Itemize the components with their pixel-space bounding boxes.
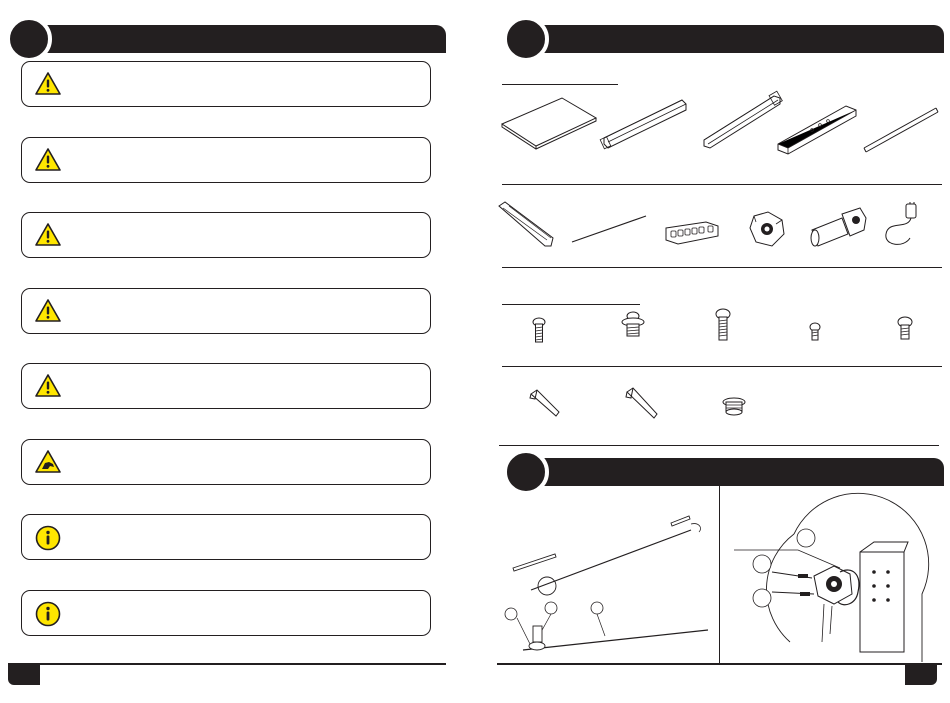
- right-footer-rule: [497, 663, 942, 665]
- parts-divider-3: [502, 366, 942, 367]
- motor-part: [808, 206, 868, 252]
- step-illustration-divider: [719, 486, 720, 664]
- bracket-detail-illustration: [728, 512, 943, 662]
- hex-shaft-part: [860, 104, 940, 154]
- notice-box-6: [21, 439, 431, 485]
- step-section-number-badge: [503, 449, 549, 495]
- parts-section-number-badge: [503, 16, 549, 62]
- pinch-hand-warning-icon: [35, 449, 61, 475]
- info-circle-icon: [35, 525, 61, 551]
- sync-rod-part: [570, 214, 650, 244]
- info-circle-icon: [35, 601, 61, 627]
- notice-box-3: [21, 212, 431, 258]
- screw-long-part: [713, 308, 733, 342]
- notice-box-4: [21, 288, 431, 334]
- hardware-label-line: [502, 304, 640, 305]
- parts-divider-4: [499, 445, 939, 446]
- left-section-header-bar: [28, 25, 446, 53]
- allen-key-large-part: [624, 386, 660, 420]
- flange-screw-part: [619, 310, 647, 340]
- control-handset-part: [664, 218, 724, 248]
- power-adapter-part: [880, 200, 930, 252]
- warning-triangle-icon: [35, 147, 61, 173]
- warning-triangle-icon: [35, 222, 61, 248]
- right-page-number-tab: [905, 665, 937, 685]
- warning-triangle-icon: [35, 373, 61, 399]
- screw-medium-part: [894, 316, 916, 342]
- left-crossbeam-part: [600, 94, 690, 154]
- parts-divider-1: [502, 184, 942, 185]
- rod-insertion-illustration: [503, 508, 718, 658]
- notice-box-8: [21, 590, 431, 636]
- notice-box-7: [21, 514, 431, 560]
- center-beam-part: [772, 96, 862, 158]
- desktop-panel-part: [500, 94, 600, 154]
- left-section-number-badge: [6, 16, 52, 62]
- notice-box-5: [21, 363, 431, 409]
- parts-group-1-label-line: [502, 84, 618, 85]
- screw-m6x16-part: [529, 316, 549, 346]
- parts-section-header-bar: [526, 25, 944, 53]
- control-box-part: [746, 208, 788, 250]
- warning-triangle-icon: [35, 71, 61, 97]
- step-section-header-bar: [526, 458, 944, 486]
- allen-key-small-part: [528, 388, 562, 418]
- notice-box-2: [21, 137, 431, 183]
- left-footer-rule: [8, 663, 446, 665]
- crossbar-bracket-part: [497, 200, 557, 250]
- warning-triangle-icon: [35, 298, 61, 324]
- left-page-number-tab: [8, 665, 40, 685]
- screw-short-part: [806, 322, 824, 342]
- grommet-part: [720, 396, 748, 418]
- notice-box-1: [21, 61, 431, 107]
- parts-divider-2: [502, 267, 942, 268]
